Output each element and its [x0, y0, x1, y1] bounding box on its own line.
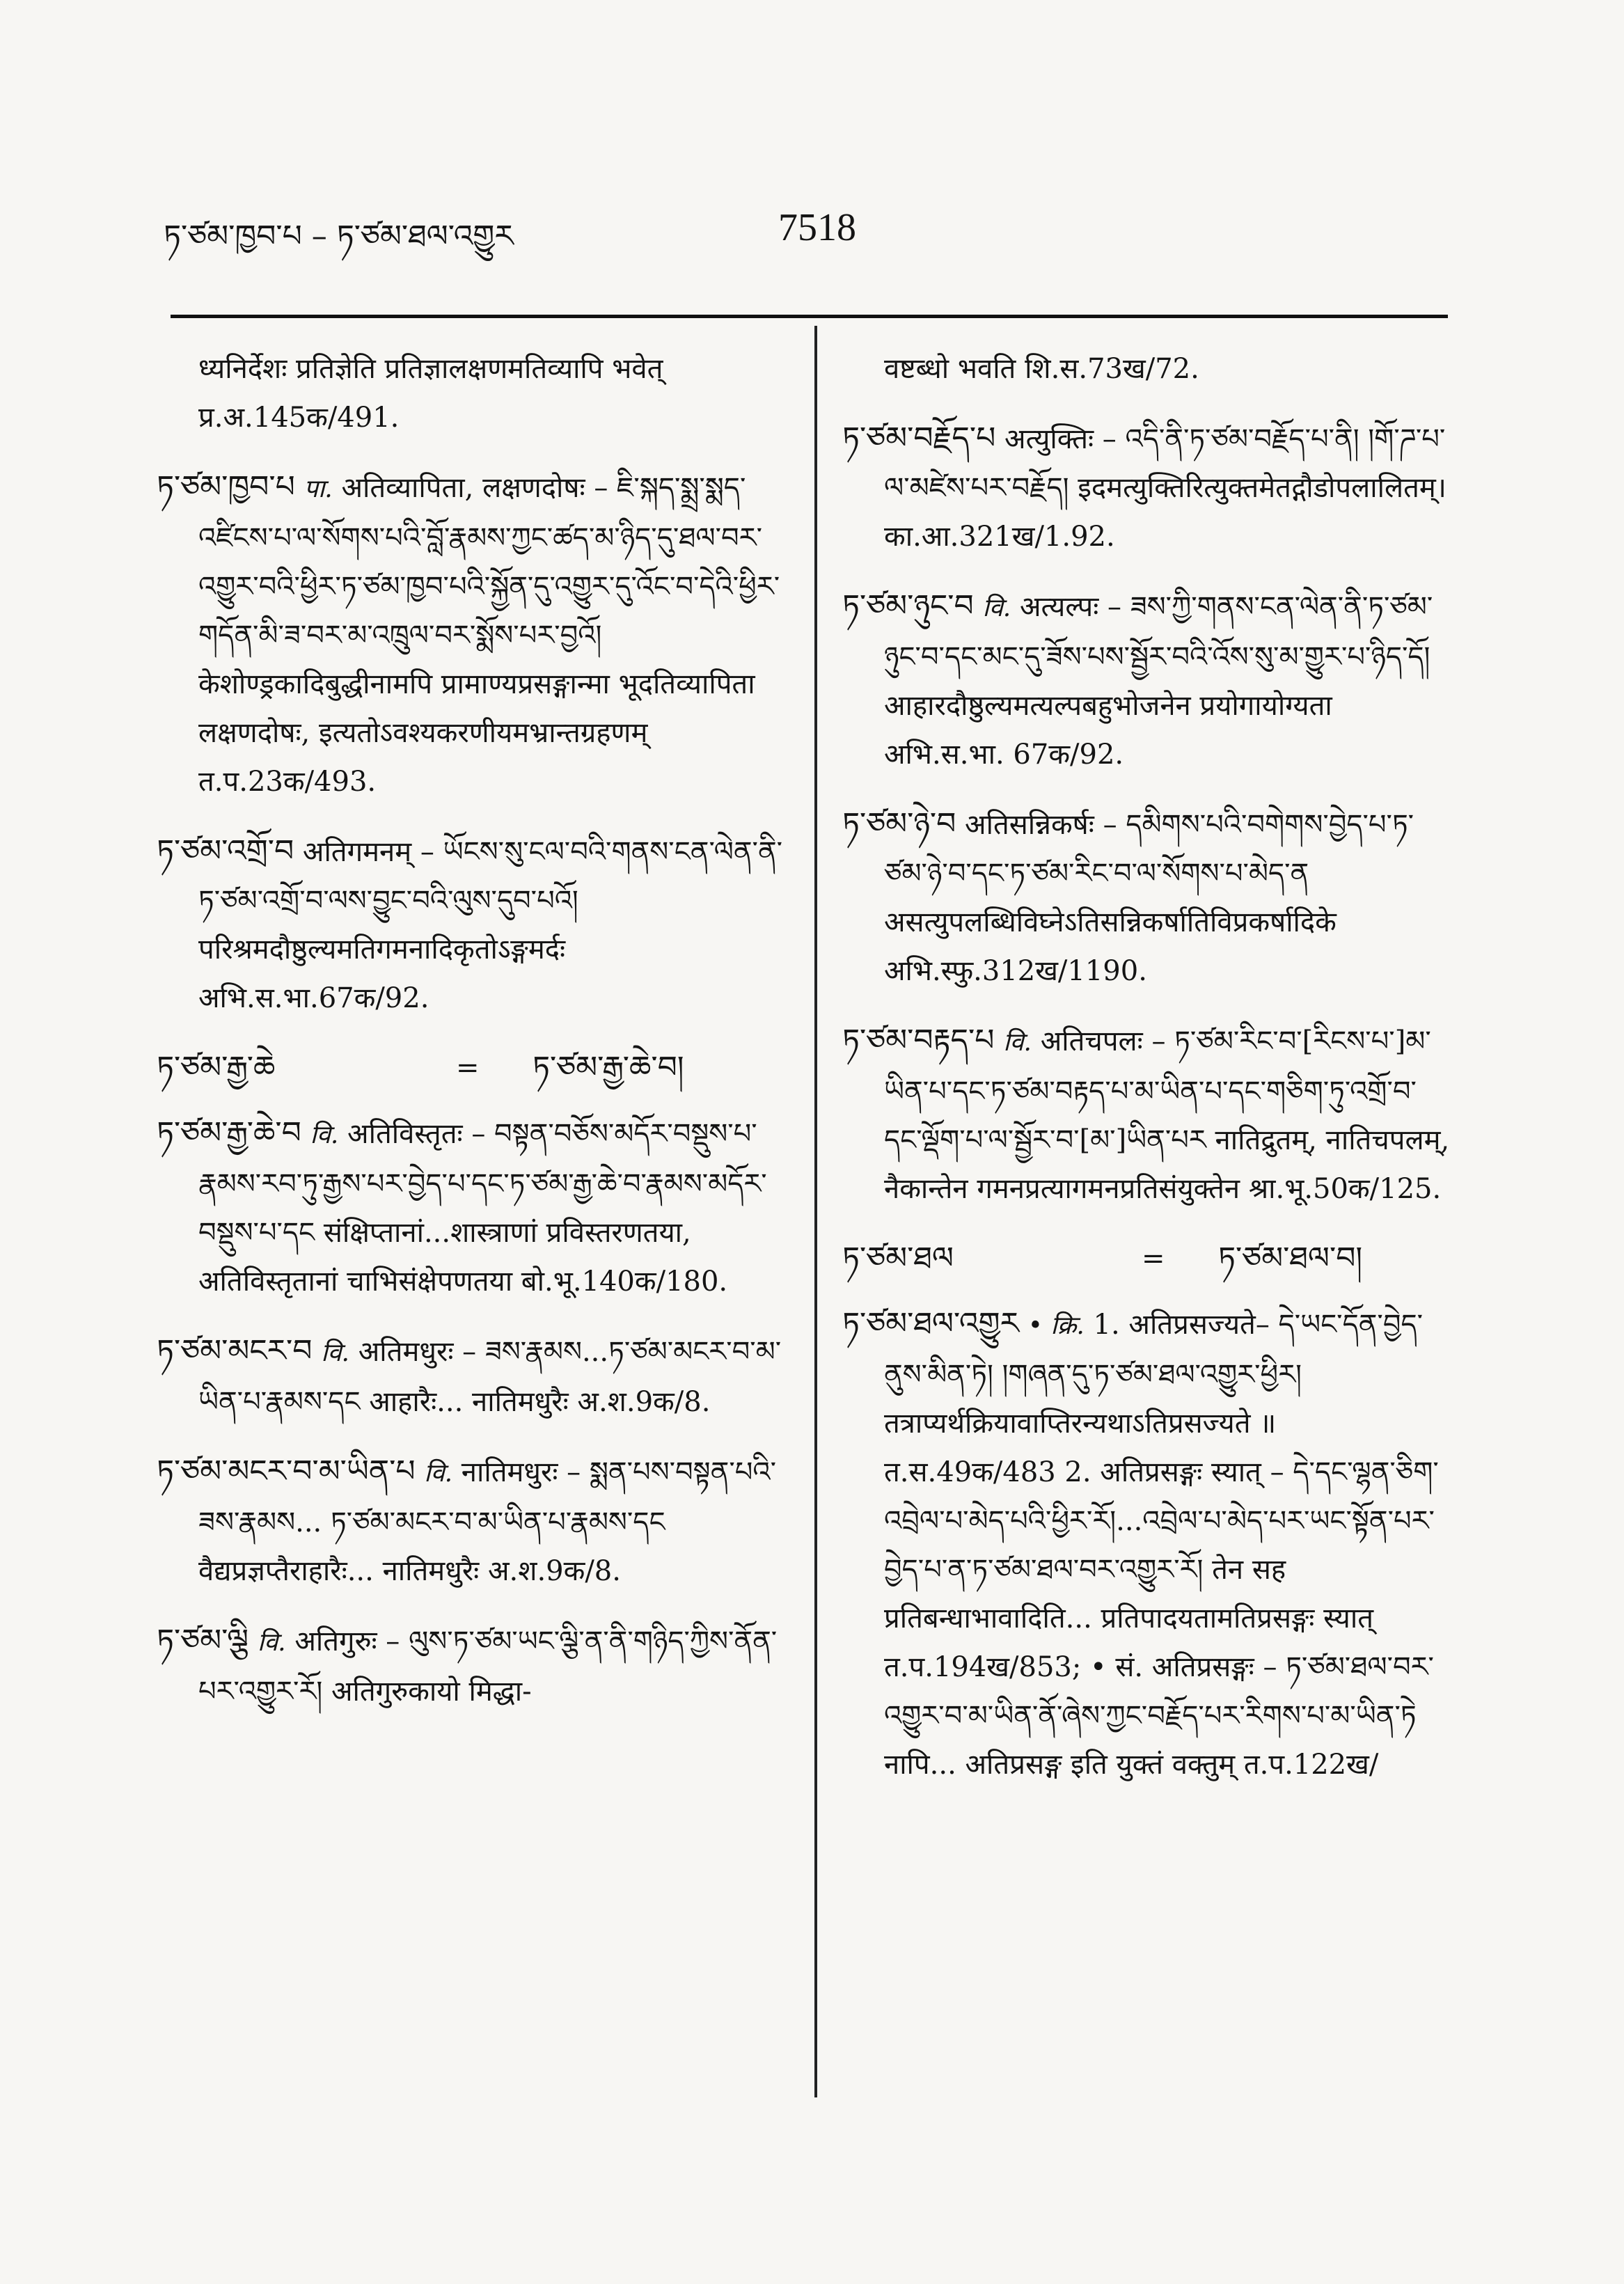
dictionary-entry — [157, 1447, 787, 1596]
entry-text: अतिमधुरः – ཟས་རྣམས...ཏ་ཙམ་མངར་བ་མ་ཡིན་པ་རྣམས་དང आहारैः... नातिमधुरैः अ.श.9क/8. — [198, 1336, 782, 1418]
entry-text: अतिव्यापिता, लक्षणदोषः – ཇི་སྐད་སྨྲ་སྨད་འཛིངས་པ་ལ་སོགས་པའི་བློ་རྣམས་ཀྱང་ཚད་མ་ཉིད་དུ་ཐལ་བར་འགྱུར་བའི་ཕྱིར་ཏ་ཙམ་ཁྱབ་པའི་སྐྱོན་དུ་འགྱུར་དུ་འོང་བ་དེའི་ཕྱིར་གདོན་མི་ཟ་བར་མ་འཁྲུལ་བར་སྨོས་པར་བྱའོ། केशोण्ड्रकादिबुद्धीनामपि प्रामाण्यप्रसङ्गान्मा भूदतिव्यापिता लक्षणदोषः, इत्यतोऽवश्यकरणीयमभ्रान्तग्रहणम् त.प.23क/493. — [198, 472, 780, 798]
entry-text: अतिसन्निकर्षः – དམིགས་པའི་བགེགས་བྱེད་པ་ཏ་ཙམ་ཉེ་བ་དང་ཏ་ཙམ་རིང་བ་ལ་སོགས་པ་མེད་ན असत्युपलब्धिविघ्नेऽतिसन्निकर्षातिविप्रकर्षादिके अभि.स्फु.312ख/1190. — [884, 809, 1414, 987]
entry-headword: ཏ་ཙམ་ཐལ — [842, 1241, 954, 1276]
dictionary-entry — [842, 1016, 1451, 1213]
dictionary-entry — [842, 582, 1451, 779]
grammar-tag: वि. — [982, 594, 1011, 622]
grammar-tag: वि. — [1003, 1028, 1032, 1057]
cross-reference-entry — [842, 1234, 1451, 1283]
dictionary-entry — [157, 1109, 787, 1306]
entry-headword: ཏ་ཙམ་ཉུང་བ — [842, 588, 974, 624]
entry-headword: ཏ་ཙམ་མངར་བ — [157, 1333, 313, 1369]
cross-reference-entry — [157, 1043, 787, 1092]
entry-text: नातिमधुरः – སྨན་པས་བསྟན་པའི་ཟས་རྣམས... ཏ་ཙམ་མངར་བ་མ་ཡིན་པ་རྣམས་དང वैद्यप्रज्ञप्तैराहारैः... नातिमधुरैः अ.श.9क/8. — [198, 1456, 776, 1587]
cross-reference-target: ཏ་ཙམ་རྒྱ་ཆེ་བ། — [533, 1050, 684, 1085]
entry-headword: ཏ་ཙམ་ཁྱབ་པ — [157, 469, 295, 505]
entry-text: 1. अतिप्रसज्यते– དེ་ཡང་དོན་བྱེད་ནུས་མིན་ཏེ། །གཞན་དུ་ཏ་ཙམ་ཐལ་འགྱུར་ཕྱིར། तत्राप्यर्थक्रियावाप्तिरन्यथाऽतिप्रसज्यते ॥ त.स.49क/483 2. अतिप्रसङ्गः स्यात् – དེ་དང་ལྷན་ཅིག་འབྲེལ་པ་མེད་པའི་ཕྱིར་རོ།...འབྲེལ་པ་མེད་པར་ཡང་སྟོན་པར་བྱེད་པ་ན་ཏ་ཙམ་ཐལ་བར་འགྱུར་རོ། तेन सह प्रतिबन्धाभावादिति... प्रतिपादयतामतिप्रसङ्गः स्यात् त.प.194ख/853; • सं. अतिप्रसङ्गः – ཏ་ཙམ་ཐལ་བར་འགྱུར་བ་མ་ཡིན་ནོ་ཞེས་ཀྱང་བརྗོད་པར་རིགས་པ་མ་ཡིན་ཏེ नापि... अतिप्रसङ्ग इति युक्तं वक्तुम् त.प.122ख/ — [884, 1309, 1439, 1781]
dictionary-entry — [157, 1616, 787, 1716]
entry-text: अतिगमनम् – ཡོངས་སུ་ངལ་བའི་གནས་ངན་ལེན་ནི་ཏ་ཙམ་འགྲོ་བ་ལས་བྱུང་བའི་ལུས་དུབ་པའོ། परिश्रमदौष्ठुल्यमतिगमनादिकृतोऽङ्गमर्दः अभि.स.भा.67क/92. — [198, 836, 783, 1014]
dictionary-entry — [842, 800, 1451, 995]
right-column — [842, 345, 1451, 1810]
page-number: 7518 — [778, 206, 856, 249]
running-header: ཏ་ཙམ་ཁྱབ་པ – ཏ་ཙམ་ཐལ་འགྱུར — [164, 219, 514, 254]
grammar-tag: पा. — [303, 475, 333, 503]
entry-text: वष्टब्धो भवति शि.स.73ख/72. — [884, 353, 1199, 385]
header-rule — [171, 315, 1448, 318]
entry-headword: ཏ་ཙམ་བརྟད་པ — [842, 1023, 995, 1058]
grammar-tag: वि. — [257, 1628, 286, 1657]
entry-headword: ཏ་ཙམ་ཐལ་འགྱུར — [842, 1306, 1020, 1341]
equals-sign: = — [456, 1052, 480, 1084]
dictionary-entry — [157, 1327, 787, 1426]
entry-headword: ཏ་ཙམ་རྒྱ་ཆེ — [157, 1050, 276, 1085]
entry-headword: ཏ་ཙམ་ཉེ་བ — [842, 806, 956, 842]
column-divider — [814, 326, 817, 2097]
entry-text: अत्यल्पः – ཟས་ཀྱི་གནས་ངན་ལེན་ནི་ཏ་ཙམ་ཉུང་བ་དང་མང་དུ་ཟོས་པས་སྦྱོར་བའི་འོས་སུ་མ་གྱུར་པ་ཉིད་དོ། आहारदौष्ठुल्यमत्यल्पबहुभोजनेन प्रयोगायोग्यता अभि.स.भा. 67क/92. — [884, 591, 1433, 771]
entry-text: ध्यनिर्देशः प्रतिज्ञेति प्रतिज्ञालक्षणमतिव्यापि भवेत् प्र.अ.145क/491. — [198, 353, 663, 434]
left-column — [157, 345, 787, 1737]
entry-headword: ཏ་ཙམ་ལྕི — [157, 1623, 249, 1658]
entry-text: अत्युक्तिः – འདི་ནི་ཏ་ཙམ་བརྗོད་པ་ནི། །གོ་ཌ་པ་ལ་མཛེས་པར་བརྗོད། इदमत्युक्तिरित्युक्तमेतद्गौडोपलालितम्। का.आ.321ख/1.92. — [884, 423, 1446, 553]
entry-text: अतिविस्तृतः – བསྟན་བཅོས་མདོར་བསྡུས་པ་རྣམས་རབ་ཏུ་རྒྱས་པར་བྱེད་པ་དང་ཏ་ཙམ་རྒྱ་ཆེ་བ་རྣམས་མདོར་བསྡུས་པ་དང संक्षिप्तानां...शास्त्राणां प्रविस्तरणतया, अतिविस्तृतानां चाभिसंक्षेपणतया बो.भू.140क/180. — [198, 1118, 767, 1298]
entry-headword: ཏ་ཙམ་འགྲོ་བ — [157, 833, 294, 869]
grammar-tag: वि. — [321, 1339, 349, 1367]
cross-reference-target: ཏ་ཙམ་ཐལ་བ། — [1218, 1241, 1363, 1276]
dictionary-entry — [842, 1300, 1451, 1789]
grammar-tag: • क्रि. — [1027, 1312, 1085, 1340]
grammar-tag: वि. — [310, 1121, 339, 1149]
entry-text: अतिचपलः – ཏ་ཙམ་རིང་བ་[རིངས་པ་]མ་ཡིན་པ་དང་ཏ་ཙམ་བརྟད་པ་མ་ཡིན་པ་དང་གཅིག་ཏུ་འགྲོ་བ་དང་ལྡོག་པ་ལ་སྦྱོར་བ་[མ་]ཡིན་པར नातिद्रुतम्, नातिचपलम्, नैकान्तेन गमनप्रत्यागमनप्रतिसंयुक्तेन श्रा.भू.50क/125. — [884, 1025, 1450, 1205]
dictionary-entry — [842, 414, 1451, 561]
dictionary-entry — [842, 345, 1451, 393]
entry-text: अतिगुरुः – ལུས་ཏ་ཙམ་ཡང་ལྕི་ན་ནི་གཉིད་ཀྱིས་ནོན་པར་འགྱུར་རོ། अतिगुरुकायो मिद्धा- — [198, 1625, 778, 1708]
equals-sign: = — [1142, 1243, 1165, 1275]
dictionary-entry — [157, 463, 787, 806]
entry-headword: ཏ་ཙམ་རྒྱ་ཆེ་བ — [157, 1115, 301, 1151]
entry-headword: ཏ་ཙམ་མངར་བ་མ་ཡིན་པ — [157, 1454, 416, 1489]
grammar-tag: वि. — [424, 1459, 453, 1488]
dictionary-entry — [157, 827, 787, 1023]
entry-headword: ཏ་ཙམ་བརྗོད་པ — [842, 420, 996, 456]
dictionary-entry — [157, 345, 787, 442]
